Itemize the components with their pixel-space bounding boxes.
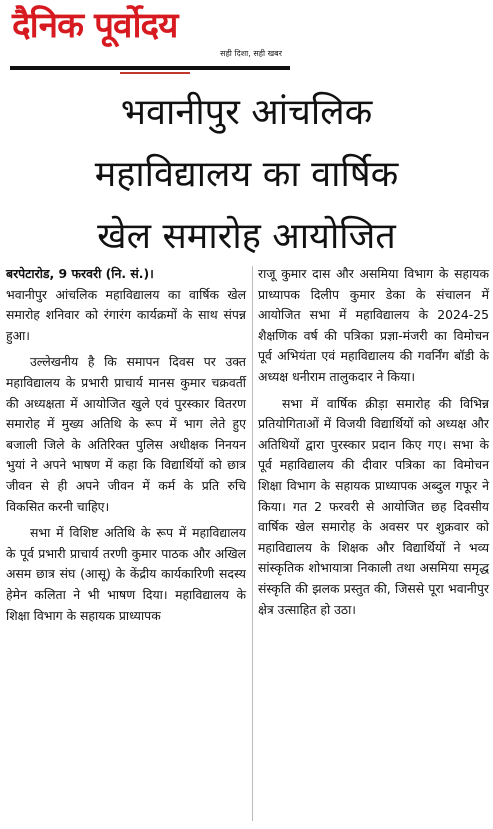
headline-line-2: महाविद्यालय का वार्षिक	[94, 154, 399, 195]
headline	[10, 82, 483, 268]
masthead	[10, 2, 292, 74]
masthead-rule	[10, 66, 290, 70]
article-column-left	[6, 264, 246, 632]
newspaper-tagline: सही दिशा, सही खबर	[220, 49, 282, 58]
column-divider	[252, 266, 253, 821]
article-paragraph-text: भवानीपुर आंचलिक महाविद्यालय का वार्षिक खेल समारोह शनिवार को रंगारंग कार्यक्रमों के साथ संपन्न हुआ।	[6, 286, 246, 343]
article-paragraph: राजू कुमार दास और असमिया विभाग के सहायक प्राध्यापक दिलीप कुमार डेका के संचालन में आयोजित सभा में महाविद्यालय के 2024-25 शैक्षणिक वर्ष की पत्रिका प्रज्ञा-मंजरी का विमोचन पूर्व अभियंता एवं महाविद्यालय की गवर्निंग बॉडी के अध्यक्ष धनीराम तालुकदार ने किया।	[258, 266, 489, 384]
headline-line-1: भवानीपुर आंचलिक	[120, 92, 373, 133]
masthead-accent-rule	[120, 72, 190, 74]
article-column-right	[258, 264, 489, 626]
dateline: बरपेटारोड, 9 फरवरी (नि. सं.)।	[6, 266, 154, 281]
headline-line-3: खेल समारोह आयोजित	[97, 216, 396, 257]
article-paragraph: सभा में वार्षिक क्रीड़ा समारोह की विभिन्न प्रतियोगिताओं में विजयी विद्यार्थियों को अध्यक्ष और अतिथियों द्वारा पुरस्कार प्रदान किए गए। सभा के पूर्व महाविद्यालय की दीवार पत्रिका का विमोचन शिक्षा विभाग के सहायक प्राध्यापक अब्दुल गफूर ने किया। गत 2 फरवरी से आयोजित छह दिवसीय वार्षिक खेल समारोह के अवसर पर शुक्रवार को महाविद्यालय के शिक्षक और विद्यार्थियों ने भव्य सांस्कृतिक शोभायात्रा निकाली तथा असमिया समृद्ध संस्कृति की झलक प्रस्तुत की, जिससे पूरा भवानीपुर क्षेत्र उत्साहित हो उठा।	[258, 395, 489, 617]
newspaper-logo: दैनिक पूर्वोदय	[12, 6, 178, 46]
article-paragraph: सभा में विशिष्ट अतिथि के रूप में महाविद्यालय के पूर्व प्रभारी प्राचार्य तरणी कुमार पाठक और अखिल असम छात्र संघ (आसू) के केंद्रीय कार्यकारिणी सदस्य हेमेन कलिता ने भी भाषण दिया। महाविद्यालय के शिक्षा विभाग के सहायक प्राध्यापक	[6, 525, 246, 623]
article-paragraph: उल्लेखनीय है कि समापन दिवस पर उक्त महाविद्यालय के प्रभारी प्राचार्य मानस कुमार चक्रवर्ती की अध्यक्षता में आयोजित खुले एवं पुरस्कार वितरण समारोह में मुख्य अतिथि के रूप में भाग लेते हुए बजाली जिले के अतिरिक्त पुलिस अधीक्षक निनयन भुयां ने अपने भाषण में कहा कि विद्यार्थियों को छात्र जीवन से ही अपने जीवन में कर्म के प्रति रुचि विकसित करनी चाहिए।	[6, 354, 246, 514]
article-paragraph	[6, 264, 246, 346]
